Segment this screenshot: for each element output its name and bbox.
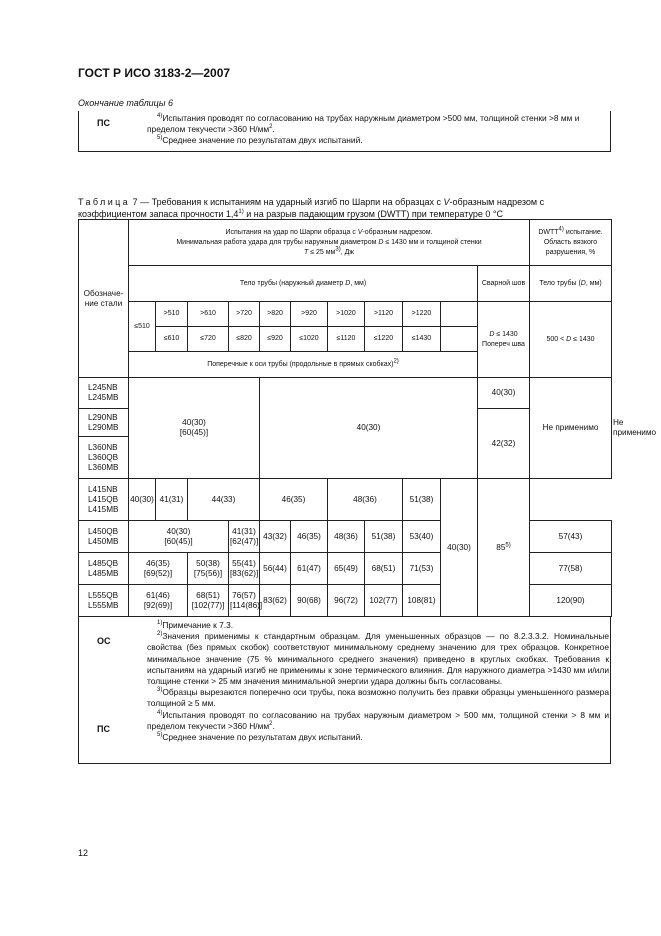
value-cell: 51(38) [365,521,403,553]
table7-caption: Таблица 7 — Требования к испытаниям на ударный изгиб по Шарпи на образцах с V-образным надрезом с коэффициентом запаса прочности 1,4$^{1)}$ и на разрыв падающим грузом (DWTT) при температуре 0 °С [78,197,545,219]
range-bottom: ≤1220 [365,327,403,352]
weld-not-applicable: Не применимо [530,378,612,479]
value-cell: 61(46) [92(69)] [129,585,188,617]
value-cell: 46(35) [260,479,328,521]
value-cell: 108(81) [403,585,441,617]
grade-l415: L415NB L415QB L415MB [79,479,129,521]
value-cell: 48(36) [328,521,365,553]
grade-l290: L290NB L290MB [79,409,129,437]
value-cell: 61(47) [291,553,328,585]
dwtt-header: DWTT$^{4)}$ испытание. Область вязкого разрушения, % [530,220,612,266]
value-cell: 102(77) [365,585,403,617]
value-cell: 56(44) [260,553,291,585]
value-cell: 68(51) [102(77)] [188,585,229,617]
range-top: >510 [156,302,188,327]
value-cell: 76(57) [114(86)] [229,585,260,617]
ps-label: ПС [97,724,110,734]
value-cell: 48(36) [328,479,403,521]
range-bottom: ≤1020 [291,327,328,352]
value-cell: 96(72) [328,585,365,617]
value-cell: 65(49) [328,553,365,585]
ps-label: ПС [97,118,110,128]
range-le510: ≤510 [129,302,156,352]
value-cell: 50(38) [75(56)] [188,553,229,585]
grade-l245: L245NB L245MB [79,378,129,409]
grade-l450: L450QB L450MB [79,521,129,553]
range-top: >920 [291,302,328,327]
value-cell: 77(58) [530,553,612,585]
table-continuation-label: Окончание таблицы 6 [78,98,173,108]
value-cell: 120(90) [530,585,612,617]
range-top: >820 [260,302,291,327]
value-cell: 71(53) [403,553,441,585]
range-bottom: ≤1430 [403,327,441,352]
range-bottom: ≤610 [156,327,188,352]
body-diameter-header: Тело трубы (наружный диаметр D, мм) [129,266,478,302]
weld-header: Сварной шов [478,266,530,302]
range-top: >1120 [365,302,403,327]
page-number: 12 [78,848,89,858]
transverse-note: Поперечные к оси трубы (продольные в прямых скобках)$^{2)}$ [129,352,478,378]
charpy-header: Испытания на удар по Шарпи образца с V-образным надрезом. Минимальная работа удара для трубы наружным диаметром D ≤ 1430 мм и толщиной стенки T ≤ 25 $мм^{3)}$, Дж [129,220,530,266]
designation-header: Обозначе-ние стали [79,220,129,378]
value-cell: 40(30) [478,378,530,409]
table7-notes-box [78,617,611,764]
value-cell: 44(33) [188,479,260,521]
range-bottom: ≤720 [188,327,229,352]
weld-range: D ≤ 1430 Попереч шва [478,302,530,378]
range-top: >1020 [328,302,365,327]
grade-l360: L360NB L360QB L360MB [79,437,129,479]
value-cell: 53(40) [403,521,441,553]
weld-value: 40(30) [441,479,478,617]
range-top: >610 [188,302,229,327]
value-cell: 46(35) [69(52)] [129,553,188,585]
value-cell: 46(35) [291,521,328,553]
os-label: ОС [97,636,111,646]
dwtt-value: 85$^{5)}$ [478,479,530,617]
value-cell: 40(30) [60(45)] [129,521,229,553]
value-cell: 40(30) [260,378,478,479]
value-cell: 40(30) [60(45)] [129,378,260,479]
value-cell: 68(51) [365,553,403,585]
grade-l555: L555QB L555MB [79,585,129,617]
table7-notes-text: $^{1)}$Примечание к 7.3. $^{2)}$Значения применимы к стандартным образцам. Для уменьшенных образцов — по 8.2.3.3.2. Номинальные свойства (без прямых скобок) соответствуют минимальному среднему значению для трех образцов. Конкретное минимальное значение (75 % минимального среднего значения) приведено в круглых скобках. Требования к испытаниям на ударный изгиб не применимы к зоне термического влияния. Для наружного диаметра >1430 мм и/или толщине стенки > 25 мм значения минимальной энергии удара должны быть согласованы. $^{3)}$Образцы вырезаются поперечно оси трубы, пока возможно получить без правки образцы уменьшенного размера толщиной ≥ 5 мм. $^{4)}$Испытания проводят по согласованию на трубах наружным диаметром > 500 мм, толщиной стенки > 8 мм и пределом текучести >360 $Н/мм^2$. $^{5)}$Среднее значение по результатам двух испытаний. [147,620,609,743]
grade-l485: L485QB L485MB [79,553,129,585]
value-cell: 90(68) [291,585,328,617]
value-cell: 40(30) [129,479,156,521]
table6-notes-text: $^{4)}$Испытания проводят по согласованию на трубах наружным диаметром >500 мм, толщиной стенки >8 мм и пределом текучести >360 $Н/мм^2$. $^{5)}$Среднее значение по результатам двух испытаний. [147,113,580,145]
dwtt-body-header: Тело трубы (D, мм) [530,266,612,302]
value-cell: 51(38) [403,479,441,521]
range-top-empty [441,302,478,327]
value-cell: 43(32) [260,521,291,553]
range-bottom: ≤920 [260,327,291,352]
value-cell: 41(31) [62(47)] [229,521,260,553]
table6-notes-box [78,111,611,152]
range-bottom: ≤1120 [328,327,365,352]
range-bottom: ≤820 [229,327,260,352]
document-header: ГОСТ Р ИСО 3183-2—2007 [78,66,231,80]
table7: Обозначе-ние стали Испытания на удар по Шарпи образца с V-образным надрезом. Минимальная работа удара для трубы наружным диаметром D ≤ 1430 мм и толщиной стенки T ≤ 25 $мм^{3)}$, Дж DWTT$^{4)}$ испытание. Область вязкого разрушения, % Тело трубы (наружный диаметр D, мм) Сварной шов Тело трубы (D, мм) ≤510 >510 >610 >720 >820 >920 >1020 >1120 >1220 D ≤ 1430 Попереч шва 500 < D ≤ 1430 ≤610 ≤720 ≤820 ≤920 ≤1020 ≤1120 ≤1220 ≤1430 Поперечные к оси трубы (продольные в прямых скобках)$^{2)}$ L245NB L245MB 40(30) [60(45)] 40(30) 40(30) Не применимо Не применимо L290NB L290MB 42(32) L360NB L360QB L360MB L415NB L415QB L415MB 40(30) 41(31) 44(33) 46(35) 48(36) 51(38) 40(30) 85$^{5)}$ L450QB L450MB 40(30) [60(45)] 41(31) [62(47)] 43(32) 46(35) 48(36) 51(38) 53(40) 57(43) L485QB L485MB 46(35) [69(52)] 50(38) [75(56)] 55(41) [83(62)] 56(44) 61(47) 65(49) 68(51) 71(53) 77(58) L555QB L555MB 61(46) [92(69)] 68(51) [102(77)] 76(57) [114(86)] 83(62) 90(68) 96(72) 102(77) 108(81) 120(90) [78,219,612,617]
value-cell: 42(32) [478,409,530,479]
value-cell: 83(62) [260,585,291,617]
value-cell: 55(41) [83(62)] [229,553,260,585]
range-top: >1220 [403,302,441,327]
value-cell: 57(43) [530,521,612,553]
range-top: >720 [229,302,260,327]
dwtt-range: 500 < D ≤ 1430 [530,302,612,378]
value-cell: 41(31) [156,479,188,521]
